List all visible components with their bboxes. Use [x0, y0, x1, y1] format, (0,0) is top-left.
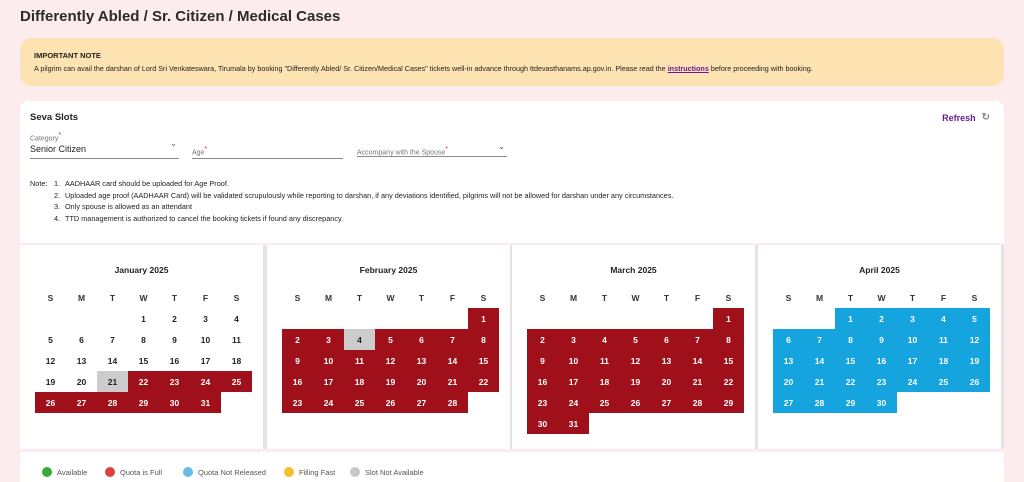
calendar-day[interactable]: 23 — [282, 392, 313, 413]
legend-label: Filling Fast — [299, 467, 336, 477]
refresh-label: Refresh — [942, 112, 976, 123]
calendar-day[interactable]: 11 — [589, 350, 620, 371]
spouse-label: Accompany with the Spouse* — [357, 146, 449, 157]
calendar-day[interactable]: 9 — [866, 329, 897, 350]
weekday-header: W — [386, 292, 395, 303]
calendar-day[interactable]: 27 — [66, 392, 97, 413]
calendar-day[interactable]: 22 — [128, 371, 159, 392]
weekday-header: F — [694, 292, 701, 303]
month-name: February 2025 — [359, 265, 418, 275]
calendar-day[interactable]: 19 — [375, 371, 406, 392]
calendar-day[interactable]: 8 — [835, 329, 866, 350]
calendar-day[interactable]: 16 — [282, 371, 313, 392]
calendar-day[interactable]: 7 — [437, 329, 468, 350]
calendar-day[interactable]: 17 — [200, 355, 211, 366]
instructions-link[interactable]: instructions — [667, 64, 709, 73]
weekday-header: T — [909, 292, 916, 303]
note-title: IMPORTANT NOTE — [34, 51, 101, 60]
calendar-day[interactable]: 2 — [172, 313, 177, 324]
calendar-day[interactable]: 8 — [713, 329, 744, 350]
calendar-day[interactable]: 14 — [804, 350, 835, 371]
calendar-day[interactable]: 13 — [773, 350, 804, 371]
calendar-day[interactable]: 10 — [558, 350, 589, 371]
weekday-header: S — [785, 292, 792, 303]
calendar-day[interactable]: 10 — [897, 329, 928, 350]
weekday-header: M — [324, 292, 333, 303]
legend-dot-icon — [42, 467, 52, 477]
calendar-day[interactable]: 3 — [558, 329, 589, 350]
weekday-header: S — [47, 292, 54, 303]
calendar-day[interactable]: 7 — [804, 329, 835, 350]
calendar-day[interactable]: 6 — [651, 329, 682, 350]
note-text-before: A pilgrim can avail the darshan of Lord Sri Venkateswara, Tirumala by booking "Differently Abled/ Sr. Citizen/Medical Cases" tickets well-in advance through ttdevasthanams.ap.gov.in. Please read the — [34, 64, 668, 73]
legend-item — [350, 467, 424, 477]
calendar-day[interactable]: 14 — [107, 355, 118, 366]
weekday-header: T — [356, 292, 363, 303]
calendar-day[interactable]: 21 — [437, 371, 468, 392]
legend-dot-icon — [183, 467, 193, 477]
calendar-day[interactable]: 20 — [406, 371, 437, 392]
calendar-day[interactable]: 18 — [231, 355, 242, 366]
weekday-header: M — [815, 292, 824, 303]
spouse-select[interactable] — [357, 141, 507, 157]
category-value: Senior Citizen — [30, 144, 87, 154]
calendar-day[interactable]: 18 — [928, 350, 959, 371]
calendar-day[interactable]: 16 — [866, 350, 897, 371]
calendar-day[interactable]: 28 — [437, 392, 468, 413]
calendar-day[interactable]: 20 — [773, 371, 804, 392]
calendar-day[interactable]: 9 — [172, 334, 177, 345]
calendar-day[interactable]: 30 — [527, 413, 558, 434]
weekday-header: F — [202, 292, 209, 303]
calendar-day[interactable]: 26 — [959, 371, 990, 392]
calendar-day[interactable]: 9 — [527, 350, 558, 371]
calendar-day[interactable]: 16 — [527, 371, 558, 392]
calendar-day[interactable]: 22 — [835, 371, 866, 392]
calendar-day[interactable]: 5 — [48, 334, 53, 345]
month-calendar — [20, 245, 263, 449]
calendar-day[interactable]: 12 — [620, 350, 651, 371]
calendar-day[interactable]: 25 — [589, 392, 620, 413]
calendar-day[interactable]: 6 — [773, 329, 804, 350]
calendar-day[interactable]: 30 — [866, 392, 897, 413]
legend-dot-icon — [350, 467, 360, 477]
calendar-day[interactable]: 25 — [344, 392, 375, 413]
legend-label: Quota Not Released — [198, 467, 266, 477]
calendar-day[interactable]: 24 — [313, 392, 344, 413]
calendar-day[interactable]: 10 — [200, 334, 211, 345]
calendar-day[interactable]: 7 — [682, 329, 713, 350]
weekday-header: T — [109, 292, 116, 303]
calendar-day[interactable]: 6 — [406, 329, 437, 350]
calendar-day[interactable]: 15 — [713, 350, 744, 371]
month-name: March 2025 — [610, 265, 657, 275]
weekday-header: T — [847, 292, 854, 303]
note-text — [34, 64, 990, 73]
calendar-day[interactable]: 28 — [804, 392, 835, 413]
calendar-day[interactable]: 3 — [313, 329, 344, 350]
legend-label: Quota is Full — [120, 467, 163, 477]
calendar-day[interactable]: 5 — [375, 329, 406, 350]
weekday-header: T — [418, 292, 425, 303]
calendar-day[interactable]: 21 — [97, 371, 128, 392]
calendar-day[interactable]: 20 — [76, 376, 87, 387]
weekday-header: T — [601, 292, 608, 303]
calendar-day[interactable]: 1 — [468, 308, 499, 329]
refresh-button[interactable] — [942, 112, 990, 123]
calendar-day[interactable]: 23 — [866, 371, 897, 392]
calendar-day[interactable]: 22 — [468, 371, 499, 392]
calendar-day[interactable]: 28 — [97, 392, 128, 413]
weekday-header: W — [877, 292, 886, 303]
calendar-day[interactable]: 25 — [928, 371, 959, 392]
legend-dot-icon — [105, 467, 115, 477]
calendar-day[interactable]: 13 — [406, 350, 437, 371]
age-label: Age* — [192, 146, 208, 157]
calendar-day[interactable]: 12 — [959, 329, 990, 350]
calendar-day[interactable]: 29 — [128, 392, 159, 413]
calendar-day[interactable]: 19 — [959, 350, 990, 371]
calendar-day[interactable]: 14 — [682, 350, 713, 371]
refresh-icon: ↻ — [981, 112, 990, 123]
calendar-day[interactable]: 11 — [232, 334, 241, 345]
booking-notes: Note: 1. AADHAAR card should be uploaded for Age Proof. 2. Uploaded age proof (AADHAAR Card) will be validated scrupulously while reporting to darshan, if any deviations identified, pilgrims will not be allowed for darshan under any circumstances. 3. Only spouse is allowed as an attendant 4. TTD management is authorized to cancel the booking tickets if found any discrepancy. — [30, 179, 674, 223]
chevron-down-icon: ⌄ — [498, 142, 505, 151]
calendar-day[interactable]: 17 — [897, 350, 928, 371]
calendar-day[interactable]: 3 — [897, 308, 928, 329]
legend-label: Slot Not Available — [365, 467, 424, 477]
age-field[interactable] — [192, 141, 343, 159]
legend-item — [183, 467, 266, 477]
calendar-day[interactable]: 7 — [110, 334, 115, 345]
calendar-day[interactable]: 10 — [313, 350, 344, 371]
calendar-day[interactable]: 21 — [682, 371, 713, 392]
category-select[interactable] — [30, 131, 179, 159]
calendar-day[interactable]: 18 — [589, 371, 620, 392]
calendar-day[interactable]: 4 — [234, 313, 239, 324]
seva-slots-title: Seva Slots — [30, 112, 79, 123]
calendar-day[interactable]: 27 — [773, 392, 804, 413]
calendar-day[interactable]: 5 — [959, 308, 990, 329]
calendar-day[interactable]: 30 — [159, 392, 190, 413]
calendar-day[interactable]: 29 — [713, 392, 744, 413]
legend-item — [105, 467, 162, 477]
note-item: AADHAAR card should be uploaded for Age Proof. — [65, 179, 229, 188]
calendar-day[interactable]: 23 — [159, 371, 190, 392]
calendar-day[interactable]: 26 — [35, 392, 66, 413]
page-title: Differently Abled / Sr. Citizen / Medical Cases — [20, 8, 341, 25]
calendar-day[interactable]: 6 — [79, 334, 84, 345]
calendar-day[interactable]: 27 — [406, 392, 437, 413]
weekday-header: S — [725, 292, 732, 303]
calendar-day[interactable]: 2 — [282, 329, 313, 350]
calendar-grid — [20, 245, 1004, 449]
calendar-day[interactable]: 28 — [682, 392, 713, 413]
note-item: Uploaded age proof (AADHAAR Card) will be validated scrupulously while reporting to darshan, if any deviations identified, pilgrims will not be allowed for darshan under any circumstances. — [65, 190, 674, 200]
legend-item — [284, 467, 335, 477]
weekday-header: W — [139, 292, 148, 303]
calendar-day[interactable]: 2 — [527, 329, 558, 350]
calendar-day[interactable]: 17 — [558, 371, 589, 392]
calendar-day[interactable]: 2 — [866, 308, 897, 329]
weekday-header: F — [449, 292, 456, 303]
note-item: TTD management is authorized to cancel the booking tickets if found any discrepancy. — [65, 213, 344, 223]
weekday-header: T — [663, 292, 670, 303]
calendar-day[interactable]: 1 — [141, 313, 146, 324]
legend-label: Available — [57, 467, 88, 477]
category-label: Category* — [30, 132, 62, 143]
calendar-day[interactable]: 26 — [620, 392, 651, 413]
notes-prefix: Note: — [30, 179, 48, 188]
calendar-day[interactable]: 21 — [804, 371, 835, 392]
weekday-header: F — [940, 292, 947, 303]
calendar-day[interactable]: 1 — [835, 308, 866, 329]
calendar-day[interactable]: 4 — [344, 329, 375, 350]
calendar-day[interactable]: 20 — [651, 371, 682, 392]
calendar-day[interactable]: 8 — [468, 329, 499, 350]
month-name: January 2025 — [114, 265, 169, 275]
month-calendar — [267, 245, 510, 449]
calendar-day[interactable]: 8 — [141, 334, 146, 345]
weekday-header: T — [171, 292, 178, 303]
calendar-day[interactable]: 11 — [928, 329, 959, 350]
month-name: April 2025 — [859, 265, 900, 275]
calendar-day[interactable]: 13 — [76, 355, 87, 366]
calendar-day[interactable]: 5 — [620, 329, 651, 350]
month-calendar — [512, 245, 755, 449]
calendar-day[interactable]: 12 — [375, 350, 406, 371]
calendar-day[interactable]: 19 — [45, 376, 56, 387]
calendar-day[interactable]: 26 — [375, 392, 406, 413]
calendar-day[interactable]: 16 — [169, 355, 180, 366]
weekday-header: S — [294, 292, 301, 303]
weekday-header: M — [569, 292, 578, 303]
calendar-day[interactable]: 25 — [221, 371, 252, 392]
calendar-day[interactable]: 27 — [651, 392, 682, 413]
calendar-day[interactable]: 12 — [45, 355, 56, 366]
calendar-day[interactable]: 13 — [651, 350, 682, 371]
calendar-day[interactable]: 23 — [527, 392, 558, 413]
calendar-day[interactable]: 29 — [835, 392, 866, 413]
calendar-day[interactable]: 24 — [190, 371, 221, 392]
legend-dot-icon — [284, 467, 294, 477]
calendar-day[interactable]: 4 — [928, 308, 959, 329]
note-item: Only spouse is allowed as an attendant — [65, 202, 192, 211]
calendar-day[interactable]: 31 — [190, 392, 221, 413]
calendar-day[interactable]: 4 — [589, 329, 620, 350]
calendar-day[interactable]: 1 — [713, 308, 744, 329]
important-note — [20, 38, 1004, 86]
calendar-day[interactable]: 22 — [713, 371, 744, 392]
calendar-day[interactable]: 9 — [282, 350, 313, 371]
weekday-header: S — [233, 292, 240, 303]
calendar-day[interactable]: 15 — [138, 355, 149, 366]
seva-slots-panel — [20, 101, 1004, 243]
calendar-day[interactable]: 3 — [203, 313, 208, 324]
calendar-day[interactable]: 18 — [344, 371, 375, 392]
calendar-day[interactable]: 19 — [620, 371, 651, 392]
weekday-header: M — [77, 292, 86, 303]
note-text-after: before proceeding with booking. — [708, 64, 813, 73]
weekday-header: S — [539, 292, 546, 303]
legend-item — [42, 467, 87, 477]
calendar-day[interactable]: 17 — [313, 371, 344, 392]
calendar-day[interactable]: 11 — [344, 350, 375, 371]
chevron-down-icon: ⌄ — [170, 139, 177, 148]
weekday-header: W — [631, 292, 640, 303]
calendar-day[interactable]: 24 — [897, 371, 928, 392]
weekday-header: S — [971, 292, 978, 303]
month-calendar — [758, 245, 1001, 449]
legend — [20, 452, 1004, 482]
calendar-day[interactable]: 15 — [835, 350, 866, 371]
calendar-day[interactable]: 31 — [558, 413, 589, 434]
calendar-day[interactable]: 15 — [468, 350, 499, 371]
weekday-header: S — [480, 292, 487, 303]
calendar-day[interactable]: 14 — [437, 350, 468, 371]
calendar-day[interactable]: 24 — [558, 392, 589, 413]
